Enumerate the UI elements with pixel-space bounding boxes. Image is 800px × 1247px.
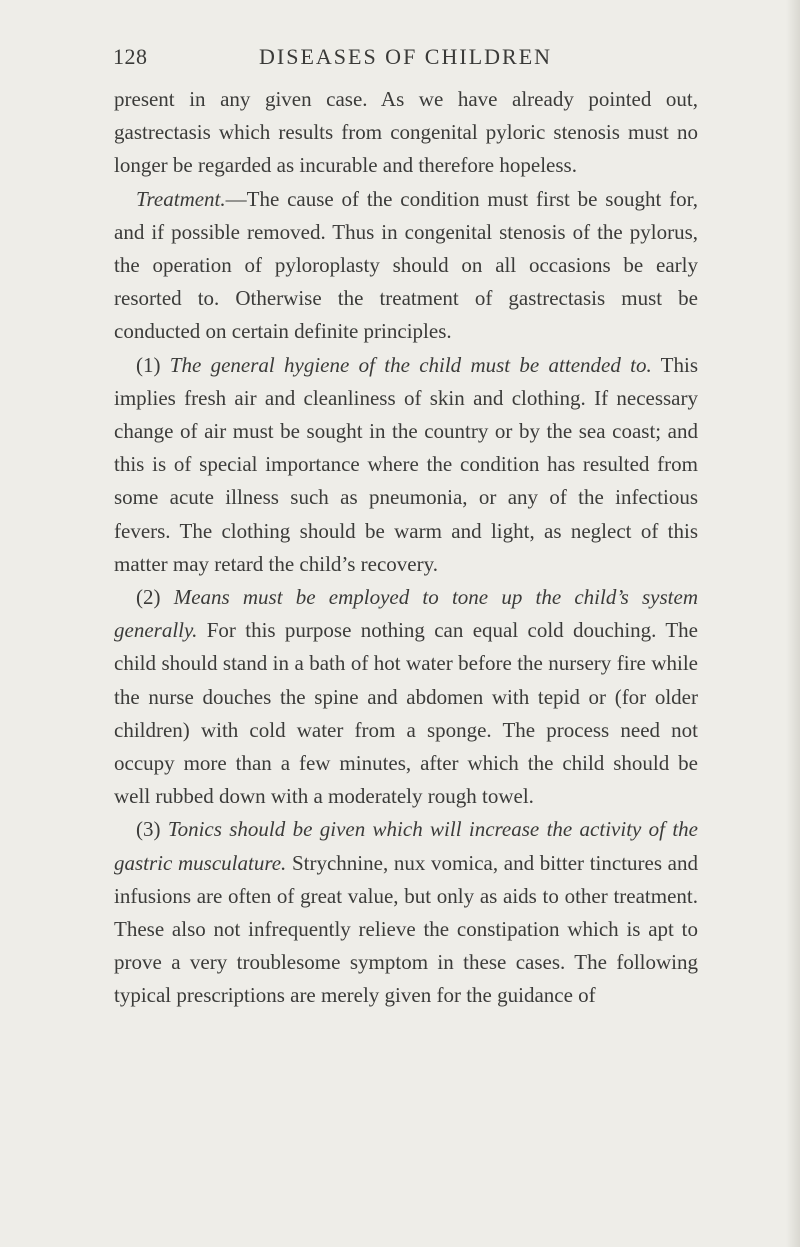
paragraph-item-3 (114, 813, 698, 1012)
page-number: 128 (113, 44, 148, 69)
paragraph-treatment (114, 183, 698, 349)
paragraph-item-2 (114, 581, 698, 813)
paragraph-intro (114, 83, 698, 183)
item-heading: Tonics should be given which will increase the activity of the gastric musculature. (114, 817, 699, 875)
item-label: (3) (136, 817, 161, 842)
section-heading-treatment: Treatment. (136, 186, 226, 211)
item-label: (2) (136, 585, 161, 610)
item-label: (1) (136, 352, 161, 377)
paragraph-text: This implies fresh air and cleanliness of skin and clothing. If necessary change of air must be sought in the country or by the sea coast; and this is of special importance where the condition has resulted from some acute illness such as pneumonia, or any of the infectious fevers. The clothing should be warm and light, as neglect of this matter may retard the child’s recovery. (114, 352, 698, 576)
running-head: DISEASES OF CHILDREN (259, 44, 553, 69)
page-edge-shadow (786, 0, 800, 1247)
paragraph-text: present in any given case. As we have already pointed out, gastrectasis which results from congenital pyloric stenosis must no longer be regarded as incurable and therefore hopeless. (114, 87, 698, 178)
paragraph-text: —The cause of the condition must first be sought for, and if possible removed. Thus in congenital stenosis of the pylorus, the operation of pyloroplasty should on all occasions be early resorted to. Otherwise the treatment of gastrectasis must be conducted on certain definite principles. (114, 186, 698, 344)
paragraph-text: Strychnine, nux vomica, and bitter tinctures and infusions are often of great value, but only as aids to other treatment. These also not infrequently relieve the constipation which is apt to prove a very troublesome symptom in these cases. The following typical prescriptions are merely given for the guidance of (114, 850, 698, 1008)
item-heading: Means must be employed to tone up the child’s system generally. (114, 585, 698, 643)
paragraph-item-1 (114, 349, 698, 581)
body-text (114, 83, 698, 1013)
item-heading: The general hygiene of the child must be attended to. (169, 352, 652, 377)
page-header (113, 44, 693, 80)
paragraph-text: For this purpose nothing can equal cold douching. The child should stand in a bath of hot water before the nursery fire while the nurse douches the spine and abdomen with tepid or (for older children) with cold water from a sponge. The process need not occupy more than a few minutes, after which the child should be well rubbed down with a moderately rough towel. (114, 618, 699, 809)
